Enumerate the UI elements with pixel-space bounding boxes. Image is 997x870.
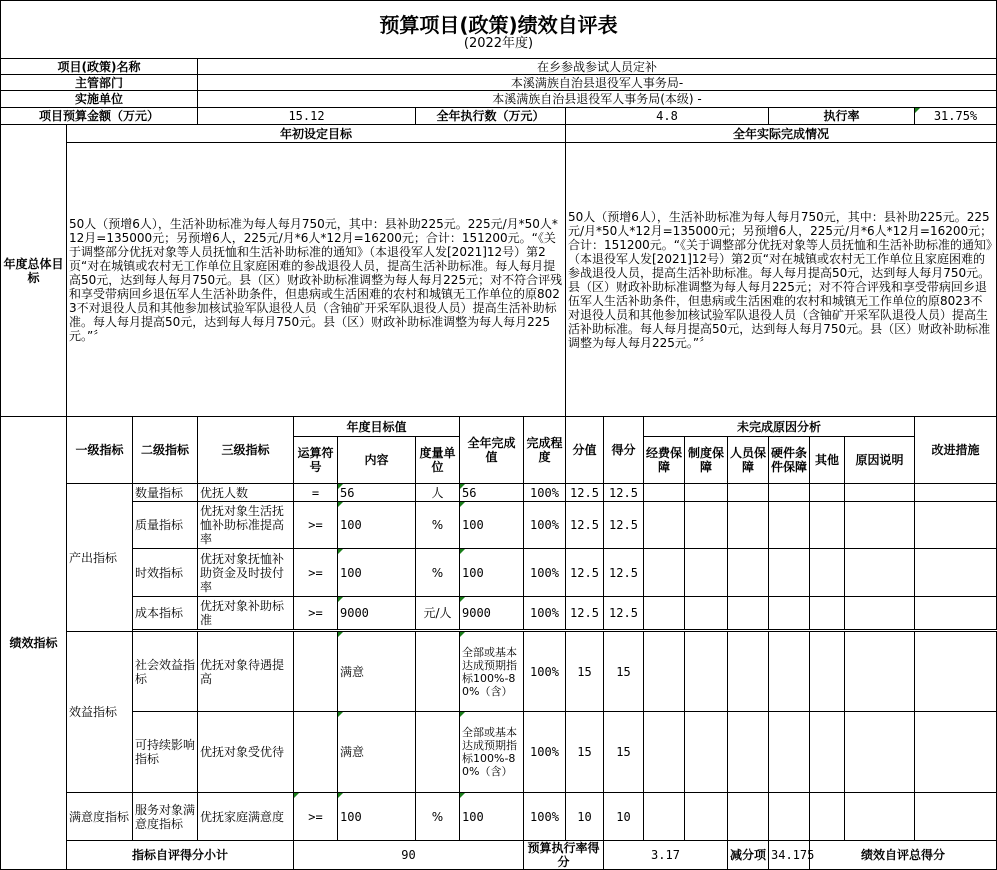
row-l2: 服务对象满意度指标 — [133, 793, 198, 841]
row-value: 15 — [566, 632, 604, 712]
row-reason-hardware — [769, 712, 810, 793]
header-degree: 完成程度 — [524, 417, 566, 484]
row-l3: 优抚对象生活抚恤补助标准提高率 — [198, 502, 294, 549]
table-row — [1, 597, 997, 630]
row-l2: 数量指标 — [133, 484, 198, 502]
dept-label: 主管部门 — [1, 75, 198, 91]
row-l3: 优抚对象补助标准 — [198, 597, 294, 630]
row-reason-system — [685, 502, 728, 549]
row-actual: 9000 — [460, 597, 524, 630]
table-row — [1, 712, 997, 793]
row-reason-other — [810, 597, 845, 630]
actual-result-text: 50人（预增6人），生活补助标准为每人每月750元，其中：县补助225元。225元/月*50人*12月=135000元；另预增6人，225元/月*6人*12月=16200元；合计：151200元。“《关于调整部分优抚对象等人员抚恤和生活补助标准的通知》（本退役军人发[2021]12号）第2页“对在城镇或农村无工作单位且家庭困难的参战退役人员，提高生活补助标准。每人每月提高50元，达到每人每月750元。县（区）财政补助标准调整为每人每月225元；对不符合评残和享受带病回乡退伍军人生活补助条件，但患病或生活困难的农村和城镇无工作单位的原8023不对退役人员和其他参加核试验军队退役人员（含铀矿开采军队退役人员）提高生活补助标准。每人每月提高50元，达到每人每月750元。县（区）财政补助标准调整为每人每月225元。”〞 — [566, 143, 997, 417]
budget-score-label: 预算执行率得分 — [524, 841, 604, 870]
header-score-value: 分值 — [566, 417, 604, 484]
row-reason-system — [685, 484, 728, 502]
table-row — [1, 793, 997, 841]
row-score: 12.5 — [604, 502, 644, 549]
header-actual: 全年完成值 — [460, 417, 524, 484]
row-l3: 优抚对象抚恤补助资金及时拔付率 — [198, 549, 294, 597]
subtotal-value: 90 — [294, 841, 524, 870]
table-row — [1, 632, 997, 712]
row-reason-staff — [728, 502, 769, 549]
exec-label: 全年执行数（万元） — [416, 108, 566, 125]
row-unit — [416, 712, 460, 793]
row-score: 12.5 — [604, 549, 644, 597]
row-reason-system — [685, 549, 728, 597]
initial-goal-header: 年初设定目标 — [67, 125, 566, 143]
row-unit: % — [416, 502, 460, 549]
project-name-value: 在乡参战参试人员定补 — [198, 59, 997, 75]
row-improve — [915, 793, 997, 841]
row-value: 10 — [566, 793, 604, 841]
budget-score-value: 3.17 — [604, 841, 728, 870]
rate-value: 31.75% — [915, 108, 997, 125]
row-value: 12.5 — [566, 597, 604, 630]
row-l2: 时效指标 — [133, 549, 198, 597]
footer-row — [1, 841, 997, 870]
header-reason-hardware: 硬件条件保障 — [769, 437, 810, 484]
row-actual: 全部或基本达成预期指标100%-80%（含） — [460, 632, 524, 712]
budget-value: 15.12 — [198, 108, 416, 125]
row-reason-hardware — [769, 632, 810, 712]
row-reason-system — [685, 712, 728, 793]
group-output: 产出指标 — [67, 484, 133, 632]
row-unit: 人 — [416, 484, 460, 502]
row-reason-other — [810, 484, 845, 502]
row-reason-other — [810, 793, 845, 841]
row-reason-hardware — [769, 597, 810, 630]
header-reason-group: 未完成原因分析 — [644, 417, 915, 437]
row-content: 满意 — [338, 632, 416, 712]
row-reason-econ — [644, 484, 685, 502]
row-l2: 质量指标 — [133, 502, 198, 549]
header-unit: 度量单位 — [416, 437, 460, 484]
row-degree: 100% — [524, 502, 566, 549]
row-op: = — [294, 484, 338, 502]
row-actual: 100 — [460, 502, 524, 549]
row-degree: 100% — [524, 793, 566, 841]
row-value: 12.5 — [566, 549, 604, 597]
row-improve — [915, 632, 997, 712]
report-year: (2022年度) — [463, 35, 534, 51]
row-degree: 100% — [524, 632, 566, 712]
header-reason-econ: 经费保障 — [644, 437, 685, 484]
row-l3: 优抚对象待遇提高 — [198, 632, 294, 712]
row-improve — [915, 549, 997, 597]
header-reason-system: 制度保障 — [685, 437, 728, 484]
header-l3: 三级指标 — [198, 417, 294, 484]
row-score: 10 — [604, 793, 644, 841]
row-l2: 可持续影响指标 — [133, 712, 198, 793]
row-reason-econ — [644, 597, 685, 630]
row-degree: 100% — [524, 549, 566, 597]
row-reason-desc — [845, 712, 915, 793]
row-reason-econ — [644, 502, 685, 549]
row-reason-hardware — [769, 549, 810, 597]
row-actual: 全部或基本达成预期指标100%-80%（含） — [460, 712, 524, 793]
impl-label: 实施单位 — [1, 91, 198, 108]
exec-value: 4.8 — [566, 108, 769, 125]
title-cell — [1, 1, 997, 59]
row-reason-econ — [644, 632, 685, 712]
row-reason-desc — [845, 793, 915, 841]
row-improve — [915, 502, 997, 549]
header-annual-target: 年度目标值 — [294, 417, 460, 437]
rate-label: 执行率 — [769, 108, 915, 125]
row-content: 100 — [338, 502, 416, 549]
row-reason-staff — [728, 484, 769, 502]
header-reason-desc: 原因说明 — [845, 437, 915, 484]
table-row — [1, 502, 997, 549]
row-reason-other — [810, 632, 845, 712]
row-score: 15 — [604, 632, 644, 712]
actual-result-header: 全年实际完成情况 — [566, 125, 997, 143]
deduct-label: 减分项 — [728, 841, 769, 870]
row-op: >= — [294, 793, 338, 841]
row-reason-econ — [644, 712, 685, 793]
row-l2: 成本指标 — [133, 597, 198, 630]
row-reason-staff — [728, 793, 769, 841]
row-score: 15 — [604, 712, 644, 793]
row-score: 12.5 — [604, 484, 644, 502]
row-reason-econ — [644, 549, 685, 597]
row-reason-system — [685, 793, 728, 841]
header-content: 内容 — [338, 437, 416, 484]
row-reason-staff — [728, 632, 769, 712]
table-row — [1, 484, 997, 502]
row-improve — [915, 597, 997, 630]
header-reason-staff: 人员保障 — [728, 437, 769, 484]
row-degree: 100% — [524, 712, 566, 793]
header-improve: 改进措施 — [915, 417, 997, 484]
row-reason-econ — [644, 793, 685, 841]
header-l1: 一级指标 — [67, 417, 133, 484]
row-improve — [915, 712, 997, 793]
row-unit: % — [416, 793, 460, 841]
perf-section-label: 绩效指标 — [1, 417, 67, 870]
row-content: 满意 — [338, 712, 416, 793]
row-value: 12.5 — [566, 484, 604, 502]
initial-goal-text: 50人（预增6人），生活补助标准为每人每月750元，其中：县补助225元。225元/月*50人*12月=135000元；另预增6人，225元/月*6人*12月=16200元；合计：151200元。“《关于调整部分优抚对象等人员抚恤和生活补助标准的通知》（本退役军人发[2021]12号）第2页“对在城镇或农村无工作单位且家庭困难的参战退役人员，提高生活补助标准。每人每月提高50元，达到每人每月750元。县（区）财政补助标准调整为每人每月225元；对不符合评残和享受带病回乡退伍军人生活补助条件，但患病或生活困难的农村和城镇无工作单位的原8023不对退役人员和其他参加核试验军队退役人员（含铀矿开采军队退役人员）提高生活补助标准。每人每月提高50元，达到每人每月750元。县（区）财政补助标准调整为每人每月225元。”〞 — [67, 143, 566, 417]
row-reason-other — [810, 549, 845, 597]
row-unit: 元/人 — [416, 597, 460, 630]
row-reason-staff — [728, 597, 769, 630]
row-reason-desc — [845, 549, 915, 597]
row-content: 100 — [338, 549, 416, 597]
row-reason-desc — [845, 484, 915, 502]
row-degree: 100% — [524, 484, 566, 502]
header-l2: 二级指标 — [133, 417, 198, 484]
group-benefit: 效益指标 — [67, 632, 133, 793]
row-reason-desc — [845, 597, 915, 630]
row-actual: 56 — [460, 484, 524, 502]
row-reason-other — [810, 502, 845, 549]
row-reason-staff — [728, 549, 769, 597]
row-content: 9000 — [338, 597, 416, 630]
budget-label: 项目预算金额（万元） — [1, 108, 198, 125]
header-reason-other: 其他 — [810, 437, 845, 484]
row-reason-hardware — [769, 793, 810, 841]
row-reason-desc — [845, 502, 915, 549]
row-reason-hardware — [769, 484, 810, 502]
row-op — [294, 712, 338, 793]
page-title: 预算项目(政策)绩效自评表 — [379, 12, 618, 37]
row-l3: 优抚对象受优待 — [198, 712, 294, 793]
row-reason-hardware — [769, 502, 810, 549]
project-name-label: 项目(政策)名称 — [1, 59, 198, 75]
group-satisfaction: 满意度指标 — [67, 793, 133, 841]
row-improve — [915, 484, 997, 502]
row-reason-desc — [845, 632, 915, 712]
row-actual: 100 — [460, 549, 524, 597]
header-op: 运算符号 — [294, 437, 338, 484]
row-l3: 优抚家庭满意度 — [198, 793, 294, 841]
row-op: >= — [294, 597, 338, 630]
row-actual: 100 — [460, 793, 524, 841]
row-score: 12.5 — [604, 597, 644, 630]
row-degree: 100% — [524, 597, 566, 630]
subtotal-label: 指标自评得分小计 — [67, 841, 294, 870]
row-op — [294, 632, 338, 712]
row-unit: % — [416, 549, 460, 597]
row-op: >= — [294, 502, 338, 549]
header-score: 得分 — [604, 417, 644, 484]
row-reason-system — [685, 632, 728, 712]
row-value: 15 — [566, 712, 604, 793]
row-op: >= — [294, 549, 338, 597]
row-reason-staff — [728, 712, 769, 793]
goals-section-label: 年度总体目标 — [1, 125, 67, 417]
row-content: 100 — [338, 793, 416, 841]
total-label: 绩效自评总得分 — [810, 841, 997, 870]
row-reason-other — [810, 712, 845, 793]
dept-value: 本溪满族自治县退役军人事务局- — [198, 75, 997, 91]
table-row — [1, 549, 997, 597]
row-l2: 社会效益指标 — [133, 632, 198, 712]
impl-value: 本溪满族自治县退役军人事务局(本级) - — [198, 91, 997, 108]
row-content: 56 — [338, 484, 416, 502]
row-unit — [416, 632, 460, 712]
row-value: 12.5 — [566, 502, 604, 549]
deduct-value: 34.175 — [769, 841, 810, 870]
row-reason-system — [685, 597, 728, 630]
row-l3: 优抚人数 — [198, 484, 294, 502]
